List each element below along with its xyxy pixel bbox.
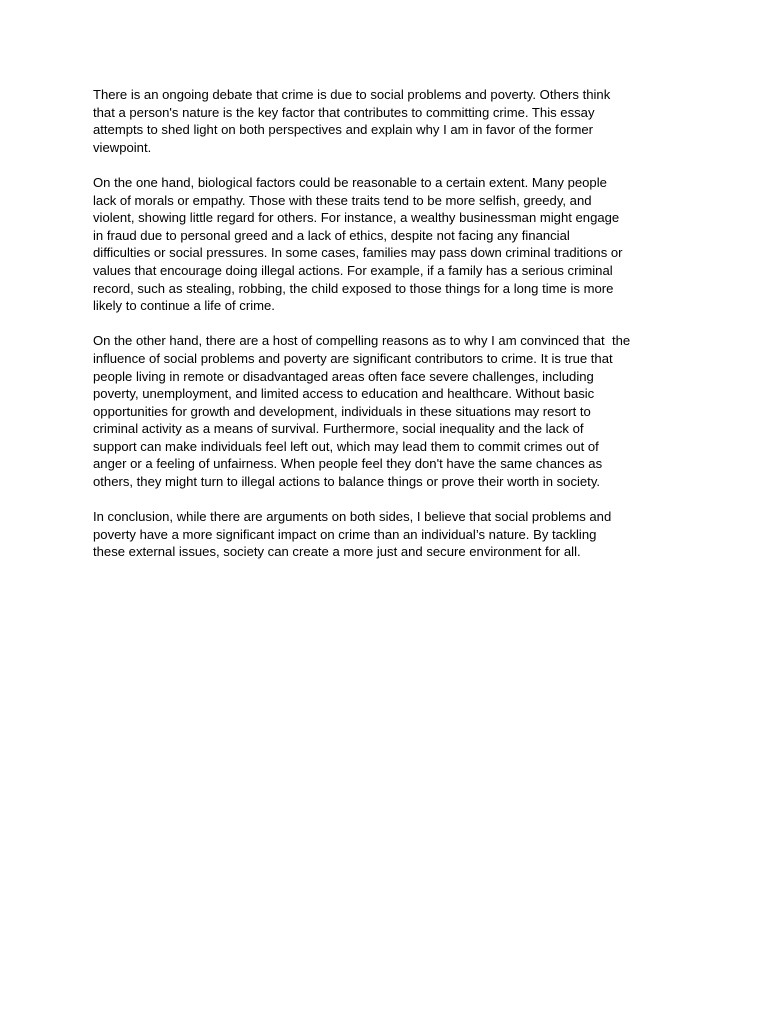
text-line: anger or a feeling of unfairness. When people feel they don't have the same chances as xyxy=(93,456,603,472)
text-line: difficulties or social pressures. In some cases, families may pass down criminal traditions or xyxy=(93,245,623,261)
text-line: people living in remote or disadvantaged areas often face severe challenges, including xyxy=(93,368,594,384)
text-line: opportunities for growth and development, individuals in these situations may resort to xyxy=(93,403,591,419)
text-line: support can make individuals feel left out, which may lead them to commit crimes out of xyxy=(93,438,599,454)
text-line: in fraud due to personal greed and a lack of ethics, despite not facing any financial xyxy=(93,227,570,243)
text-line: lack of morals or empathy. Those with these traits tend to be more selfish, greedy, and xyxy=(93,192,592,208)
text-line: criminal activity as a means of survival. Furthermore, social inequality and the lack of xyxy=(93,421,584,437)
text-line: There is an ongoing debate that crime is due to social problems and poverty. Others think xyxy=(93,87,611,102)
paragraph-conclusion xyxy=(93,508,693,561)
essay-body xyxy=(93,86,693,579)
text-line: likely to continue a life of crime. xyxy=(93,298,275,314)
text-line: influence of social problems and poverty are significant contributors to crime. It is true that xyxy=(93,350,613,366)
text-line: poverty, unemployment, and limited access to education and healthcare. Without basic xyxy=(93,386,595,402)
text-line: On the one hand, biological factors could be reasonable to a certain extent. Many people xyxy=(93,174,607,190)
text-line: values that encourage doing illegal actions. For example, if a family has a serious criminal xyxy=(93,262,613,278)
text-line: record, such as stealing, robbing, the child exposed to those things for a long time is more xyxy=(93,280,614,296)
paragraph-biological-factors xyxy=(93,174,693,315)
text-line: these external issues, society can create a more just and secure environment for all. xyxy=(93,544,581,560)
paragraph-social-factors xyxy=(93,332,693,490)
paragraph-introduction xyxy=(93,86,693,156)
text-line: violent, showing little regard for others. For instance, a wealthy businessman might engage xyxy=(93,210,620,226)
text-line: On the other hand, there are a host of compelling reasons as to why I am convinced that the xyxy=(93,333,631,349)
text-line: poverty have a more significant impact on crime than an individual’s nature. By tackling xyxy=(93,526,597,542)
text-line: others, they might turn to illegal actions to balance things or prove their worth in society. xyxy=(93,474,601,490)
text-line: that a person's nature is the key factor that contributes to committing crime. This essay xyxy=(93,104,595,120)
text-line: attempts to shed light on both perspectives and explain why I am in favor of the former xyxy=(93,122,594,138)
text-line: In conclusion, while there are arguments on both sides, I believe that social problems and xyxy=(93,509,612,525)
text-line: viewpoint. xyxy=(93,139,152,155)
